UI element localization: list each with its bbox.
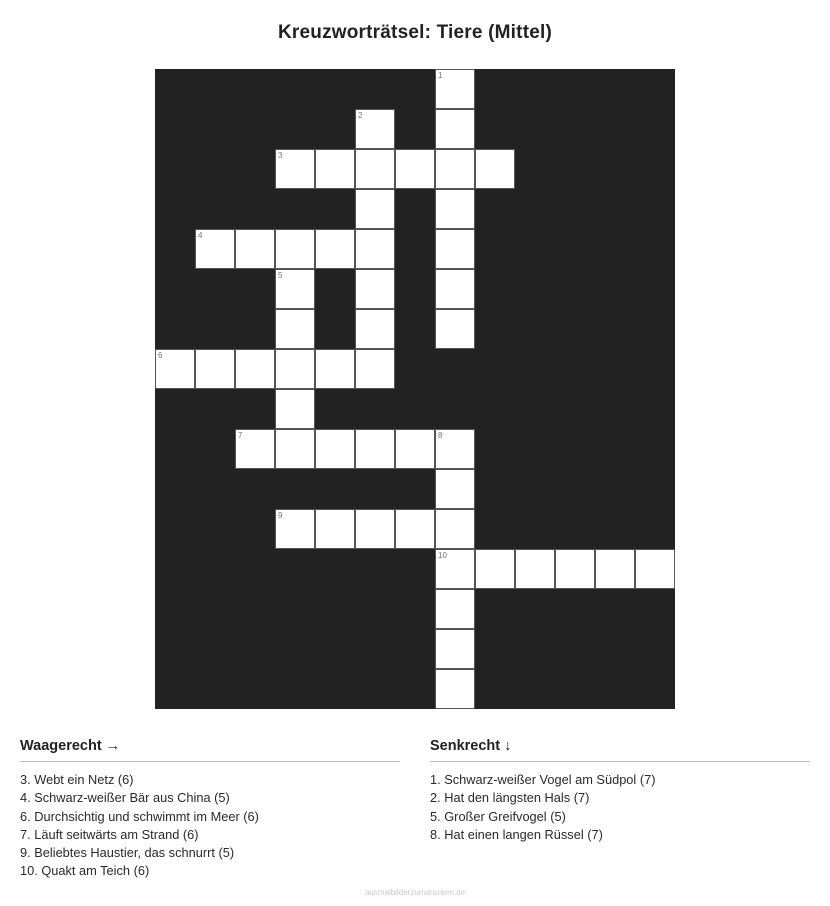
- grid-cell-number: 7: [238, 431, 243, 440]
- grid-cell[interactable]: [355, 229, 395, 269]
- grid-cell-number: 10: [438, 551, 447, 560]
- grid-cell[interactable]: [155, 349, 195, 389]
- clues-across-column: [20, 738, 400, 881]
- grid-cell[interactable]: [275, 349, 315, 389]
- grid-cell[interactable]: [635, 549, 675, 589]
- crossword-grid-wrapper: [155, 69, 675, 710]
- clues-down-column: [430, 738, 810, 881]
- clue-item-across: 9. Beliebtes Haustier, das schnurrt (5): [20, 845, 235, 861]
- grid-cell[interactable]: [275, 149, 315, 189]
- footer-credit: ausmalbilderzumdrucken.de: [364, 888, 466, 897]
- grid-cell[interactable]: [195, 229, 235, 269]
- grid-cell[interactable]: [435, 549, 475, 589]
- grid-cell[interactable]: [355, 349, 395, 389]
- grid-cell[interactable]: [275, 269, 315, 309]
- grid-cell[interactable]: [235, 429, 275, 469]
- grid-cell-number: 5: [278, 271, 283, 280]
- grid-cell[interactable]: [435, 469, 475, 509]
- grid-cell[interactable]: [275, 429, 315, 469]
- clue-item-down: 2. Hat den längsten Hals (7): [430, 790, 590, 806]
- grid-cell[interactable]: [435, 229, 475, 269]
- grid-cell[interactable]: [275, 509, 315, 549]
- grid-cell[interactable]: [515, 549, 555, 589]
- clue-item-across: 3. Webt ein Netz (6): [20, 772, 134, 787]
- grid-cell[interactable]: [355, 429, 395, 469]
- clue-item-across: 10. Quakt am Teich (6): [20, 863, 150, 879]
- clues-down-heading: Senkrecht ↓: [430, 738, 810, 762]
- grid-cell[interactable]: [435, 309, 475, 349]
- grid-cell[interactable]: [435, 109, 475, 149]
- grid-cell[interactable]: [395, 429, 435, 469]
- grid-cell[interactable]: [395, 149, 435, 189]
- grid-cell[interactable]: [315, 349, 355, 389]
- clue-item-across: 7. Läuft seitwärts am Strand (6): [20, 826, 199, 842]
- page-title: Kreuzworträtsel: Tiere (Mittel): [277, 22, 552, 43]
- clues-across-heading: Waagerecht →: [20, 738, 400, 762]
- clue-item-across: 4. Schwarz-weißer Bär aus China (5): [20, 790, 230, 806]
- grid-cell-number: 2: [358, 111, 363, 120]
- grid-cell[interactable]: [355, 309, 395, 349]
- grid-cell[interactable]: [355, 149, 395, 189]
- grid-cell[interactable]: [355, 509, 395, 549]
- grid-cell[interactable]: [435, 629, 475, 669]
- crossword-grid[interactable]: [155, 69, 675, 709]
- grid-cell-number: 8: [438, 431, 443, 440]
- grid-cell[interactable]: [435, 509, 475, 549]
- grid-cell[interactable]: [235, 229, 275, 269]
- grid-cell[interactable]: [435, 69, 475, 109]
- grid-cell[interactable]: [315, 229, 355, 269]
- grid-cell[interactable]: [195, 349, 235, 389]
- grid-cell-number: 3: [278, 151, 283, 160]
- clues-section: [20, 738, 810, 881]
- grid-cell[interactable]: [435, 189, 475, 229]
- grid-cell[interactable]: [475, 549, 515, 589]
- grid-cell[interactable]: [315, 429, 355, 469]
- clue-item-down: 5. Großer Greifvogel (5): [430, 808, 566, 824]
- clues-down-list: [430, 771, 810, 844]
- grid-cell-number: 1: [438, 71, 443, 80]
- grid-cell[interactable]: [435, 269, 475, 309]
- grid-cell[interactable]: [355, 109, 395, 149]
- grid-cell[interactable]: [235, 349, 275, 389]
- grid-cell[interactable]: [275, 389, 315, 429]
- grid-cell[interactable]: [275, 229, 315, 269]
- grid-cell[interactable]: [355, 189, 395, 229]
- grid-cell[interactable]: [395, 509, 435, 549]
- grid-cell[interactable]: [435, 429, 475, 469]
- grid-cell[interactable]: [595, 549, 635, 589]
- grid-cell[interactable]: [315, 149, 355, 189]
- grid-cell-number: 9: [278, 511, 283, 520]
- clue-item-down: 8. Hat einen langen Rüssel (7): [430, 826, 603, 842]
- grid-cell[interactable]: [475, 149, 515, 189]
- clue-item-down: 1. Schwarz-weißer Vogel am Südpol (7): [430, 772, 656, 787]
- grid-cell-number: 4: [198, 231, 203, 240]
- grid-cell[interactable]: [435, 149, 475, 189]
- clue-item-across: 6. Durchsichtig und schwimmt im Meer (6): [20, 808, 259, 824]
- grid-cell[interactable]: [435, 589, 475, 629]
- grid-cell[interactable]: [275, 309, 315, 349]
- grid-cell[interactable]: [555, 549, 595, 589]
- grid-cell[interactable]: [315, 509, 355, 549]
- clues-across-list: [20, 771, 400, 881]
- grid-cell-number: 6: [158, 351, 163, 360]
- grid-cell[interactable]: [355, 269, 395, 309]
- grid-cell[interactable]: [435, 669, 475, 709]
